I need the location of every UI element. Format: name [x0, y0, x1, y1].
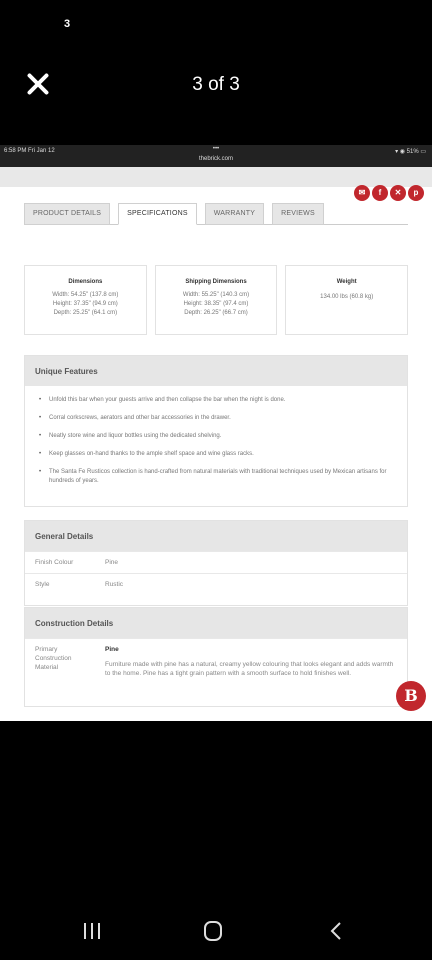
construction-heading: Construction Details — [25, 608, 407, 638]
weight-value: 134.00 lbs (60.8 kg) — [320, 294, 374, 300]
table-row — [25, 638, 407, 684]
back-icon[interactable] — [330, 921, 342, 941]
site-domain: thebrick.com — [198, 156, 233, 162]
shipping-depth: Depth: 26.25" (66.7 cm) — [184, 310, 248, 316]
recent-apps-icon[interactable] — [84, 923, 100, 939]
general-details-section — [24, 520, 408, 606]
tab-specifications[interactable]: SPECIFICATIONS — [118, 203, 197, 225]
dimensions-depth: Depth: 25.25" (64.1 cm) — [53, 310, 118, 316]
unique-features-heading: Unique Features — [25, 356, 407, 386]
material-name: Pine — [105, 646, 119, 653]
list-item: • Keep glasses on-hand thanks to the ample shelf space and wine glass racks. — [39, 450, 393, 459]
shipping-height: Height: 38.35" (97.4 cm) — [183, 301, 249, 307]
dimensions-heading: Dimensions — [68, 279, 103, 285]
notification-count: 3 — [64, 18, 71, 30]
detail-value — [95, 639, 407, 684]
weight-heading: Weight — [336, 279, 357, 285]
dimensions-height: Height: 37.35" (94.9 cm) — [52, 301, 118, 307]
shipping-width: Width: 55.25" (140.3 cm) — [182, 292, 250, 298]
list-item: • The Santa Fe Rusticos collection is hand-crafted from natural materials with traditional techniques used by Mexican artisans for hundreds of years. — [39, 468, 393, 486]
detail-value: Pine — [105, 559, 119, 566]
facebook-icon[interactable]: f — [372, 185, 388, 201]
construction-details-section — [24, 607, 408, 707]
dimensions-card — [24, 265, 147, 335]
x-icon[interactable]: ✕ — [390, 185, 406, 201]
table-row — [25, 551, 407, 573]
detail-label: Style — [35, 581, 50, 588]
unique-features-section — [24, 355, 408, 507]
email-icon[interactable]: ✉ — [354, 185, 370, 201]
brand-logo[interactable]: B — [396, 681, 426, 711]
list-item: • Corral corkscrews, aerators and other bar accessories in the drawer. — [39, 414, 393, 423]
page-header-band — [0, 167, 432, 187]
battery-indicator: ▾ ◉ 51% ▭ — [395, 149, 426, 155]
more-dots: ••• — [212, 146, 220, 152]
tablet-time: 6:58 PM Fri Jan 12 — [4, 148, 55, 154]
dimension-cards — [24, 265, 408, 335]
detail-value: Rustic — [105, 581, 124, 588]
feature-list — [25, 386, 407, 505]
dimensions-width: Width: 54.25" (137.8 cm) — [52, 292, 119, 298]
detail-label: Finish Colour — [35, 559, 74, 566]
material-description: Furniture made with pine has a natural, creamy yellow colouring that looks elegant and adds warmth to the home. Pine has a tight grain pattern with a smooth surface to hold finishes well. — [105, 661, 394, 677]
list-item: • Unfold this bar when your guests arrive and then collapse the bar when the night is done. — [39, 396, 393, 405]
weight-card — [285, 265, 408, 335]
detail-label: Primary Construction Material — [35, 646, 72, 671]
list-item: • Neatly store wine and liquor bottles using the dedicated shelving. — [39, 432, 393, 441]
screenshot-image — [0, 145, 432, 721]
table-row — [25, 573, 407, 595]
general-details-heading: General Details — [25, 521, 407, 551]
image-counter: 3 of 3 — [192, 74, 240, 95]
tablet-status-bar — [0, 145, 432, 167]
shipping-heading: Shipping Dimensions — [185, 279, 247, 285]
shipping-dimensions-card — [155, 265, 278, 335]
image-viewer-toolbar — [0, 60, 432, 108]
home-icon[interactable] — [204, 921, 222, 941]
social-share — [354, 185, 424, 201]
product-tabs — [24, 203, 408, 225]
tab-warranty[interactable]: WARRANTY — [205, 203, 264, 225]
tab-reviews[interactable]: REVIEWS — [272, 203, 324, 225]
android-nav-bar — [0, 905, 432, 960]
pinterest-icon[interactable]: p — [408, 185, 424, 201]
tab-product-details[interactable]: PRODUCT DETAILS — [24, 203, 110, 225]
